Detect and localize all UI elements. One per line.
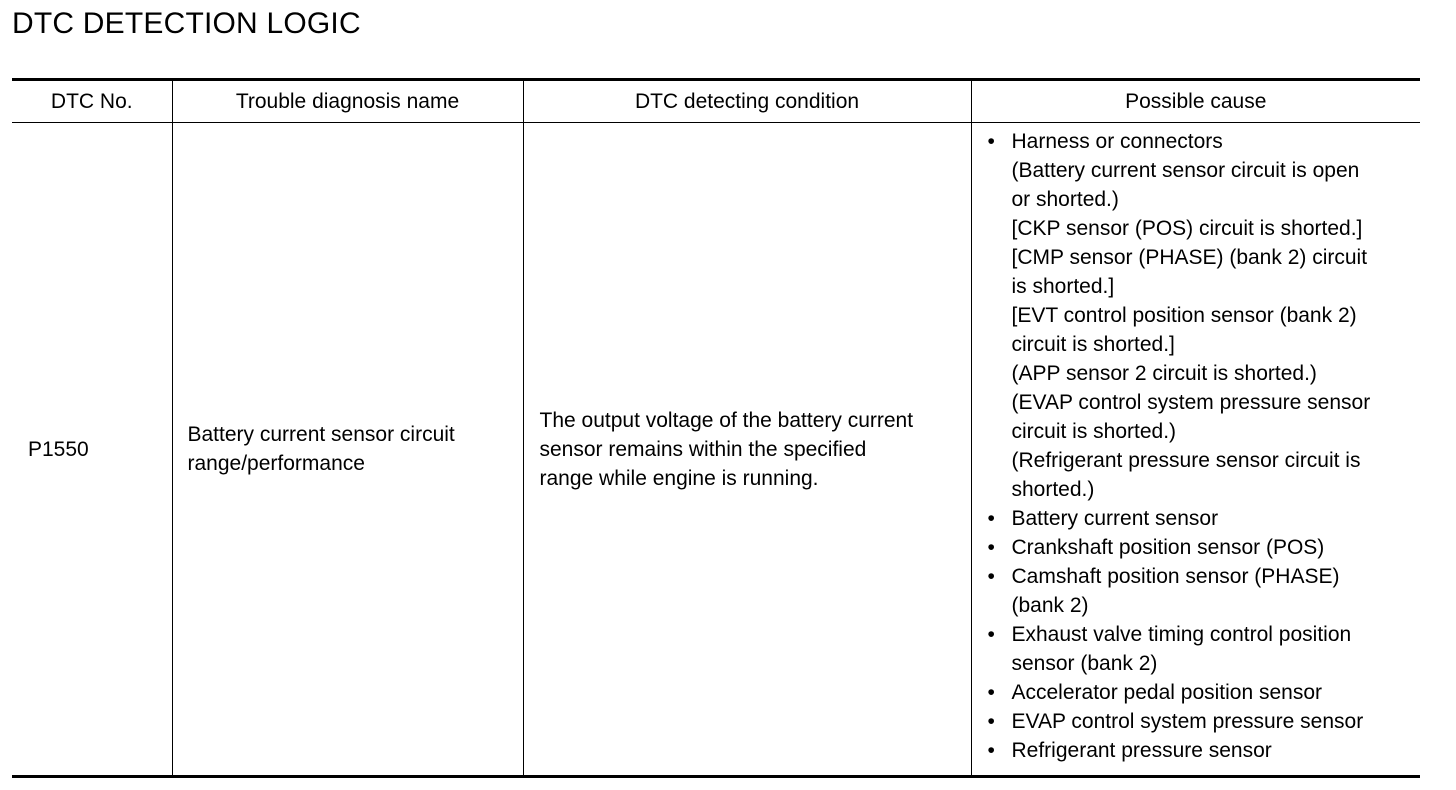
table-header-row xyxy=(12,80,1420,123)
cause-label: Exhaust valve timing control position xyxy=(1011,623,1352,646)
bullet-icon: • xyxy=(987,710,995,733)
bullet-icon: • xyxy=(987,565,995,588)
table-row xyxy=(12,123,1420,777)
page-title: DTC DETECTION LOGIC xyxy=(12,7,361,40)
cause-detail: shorted.) xyxy=(1011,478,1095,501)
cause-detail: (EVAP control system pressure sensor xyxy=(1011,391,1371,414)
cause-detail: (Battery current sensor circuit is open xyxy=(1011,159,1360,182)
cause-label: Harness or connectors xyxy=(1011,130,1223,153)
cause-list xyxy=(988,127,1417,765)
list-item xyxy=(988,504,1417,533)
cause-detail: (Refrigerant pressure sensor circuit is xyxy=(1011,449,1361,472)
trouble-name-line: range/performance xyxy=(187,452,365,475)
header-possible-cause: Possible cause xyxy=(971,80,1420,123)
cause-detail: is shorted.] xyxy=(1011,275,1115,298)
list-item xyxy=(988,127,1417,504)
list-item xyxy=(988,562,1417,620)
list-item xyxy=(988,620,1417,678)
dtc-code-cell xyxy=(12,123,172,777)
trouble-name-line: Battery current sensor circuit xyxy=(187,423,455,446)
list-item xyxy=(988,707,1417,736)
cause-label: Accelerator pedal position sensor xyxy=(1011,681,1323,704)
list-item xyxy=(988,678,1417,707)
header-trouble-diagnosis-name: Trouble diagnosis name xyxy=(172,80,523,123)
cause-label: Camshaft position sensor (PHASE) xyxy=(1011,565,1340,588)
trouble-name-cell xyxy=(172,123,523,777)
cause-detail: [EVT control position sensor (bank 2) xyxy=(1011,304,1357,327)
cause-label: Crankshaft position sensor (POS) xyxy=(1011,536,1325,559)
cause-label: EVAP control system pressure sensor xyxy=(1011,710,1364,733)
dtc-detection-table xyxy=(12,78,1420,778)
cause-detail: [CMP sensor (PHASE) (bank 2) circuit xyxy=(1011,246,1368,269)
cause-label: Refrigerant pressure sensor xyxy=(1011,739,1272,762)
detecting-condition-cell xyxy=(523,123,971,777)
cause-detail: circuit is shorted.) xyxy=(1011,420,1177,443)
condition-line: sensor remains within the specified xyxy=(539,437,867,461)
header-dtc-no: DTC No. xyxy=(12,80,172,123)
cause-detail: circuit is shorted.] xyxy=(1011,333,1175,356)
bullet-icon: • xyxy=(987,536,995,559)
cause-detail: sensor (bank 2) xyxy=(1011,652,1158,675)
condition-line: The output voltage of the battery current xyxy=(539,408,914,432)
cause-label: Battery current sensor xyxy=(1011,507,1219,530)
list-item xyxy=(988,736,1417,765)
bullet-icon: • xyxy=(987,623,995,646)
list-item xyxy=(988,533,1417,562)
bullet-icon: • xyxy=(987,507,995,530)
condition-line: range while engine is running. xyxy=(539,466,819,490)
cause-detail: [CKP sensor (POS) circuit is shorted.] xyxy=(1011,217,1363,240)
dtc-code: P1550 xyxy=(28,437,89,461)
cause-detail: (bank 2) xyxy=(1011,594,1089,617)
bullet-icon: • xyxy=(987,130,995,153)
bullet-icon: • xyxy=(987,739,995,762)
cause-detail: (APP sensor 2 circuit is shorted.) xyxy=(1011,362,1317,385)
header-dtc-detecting-condition: DTC detecting condition xyxy=(523,80,971,123)
possible-cause-cell xyxy=(971,123,1420,777)
cause-detail: or shorted.) xyxy=(1011,188,1119,211)
bullet-icon: • xyxy=(987,681,995,704)
